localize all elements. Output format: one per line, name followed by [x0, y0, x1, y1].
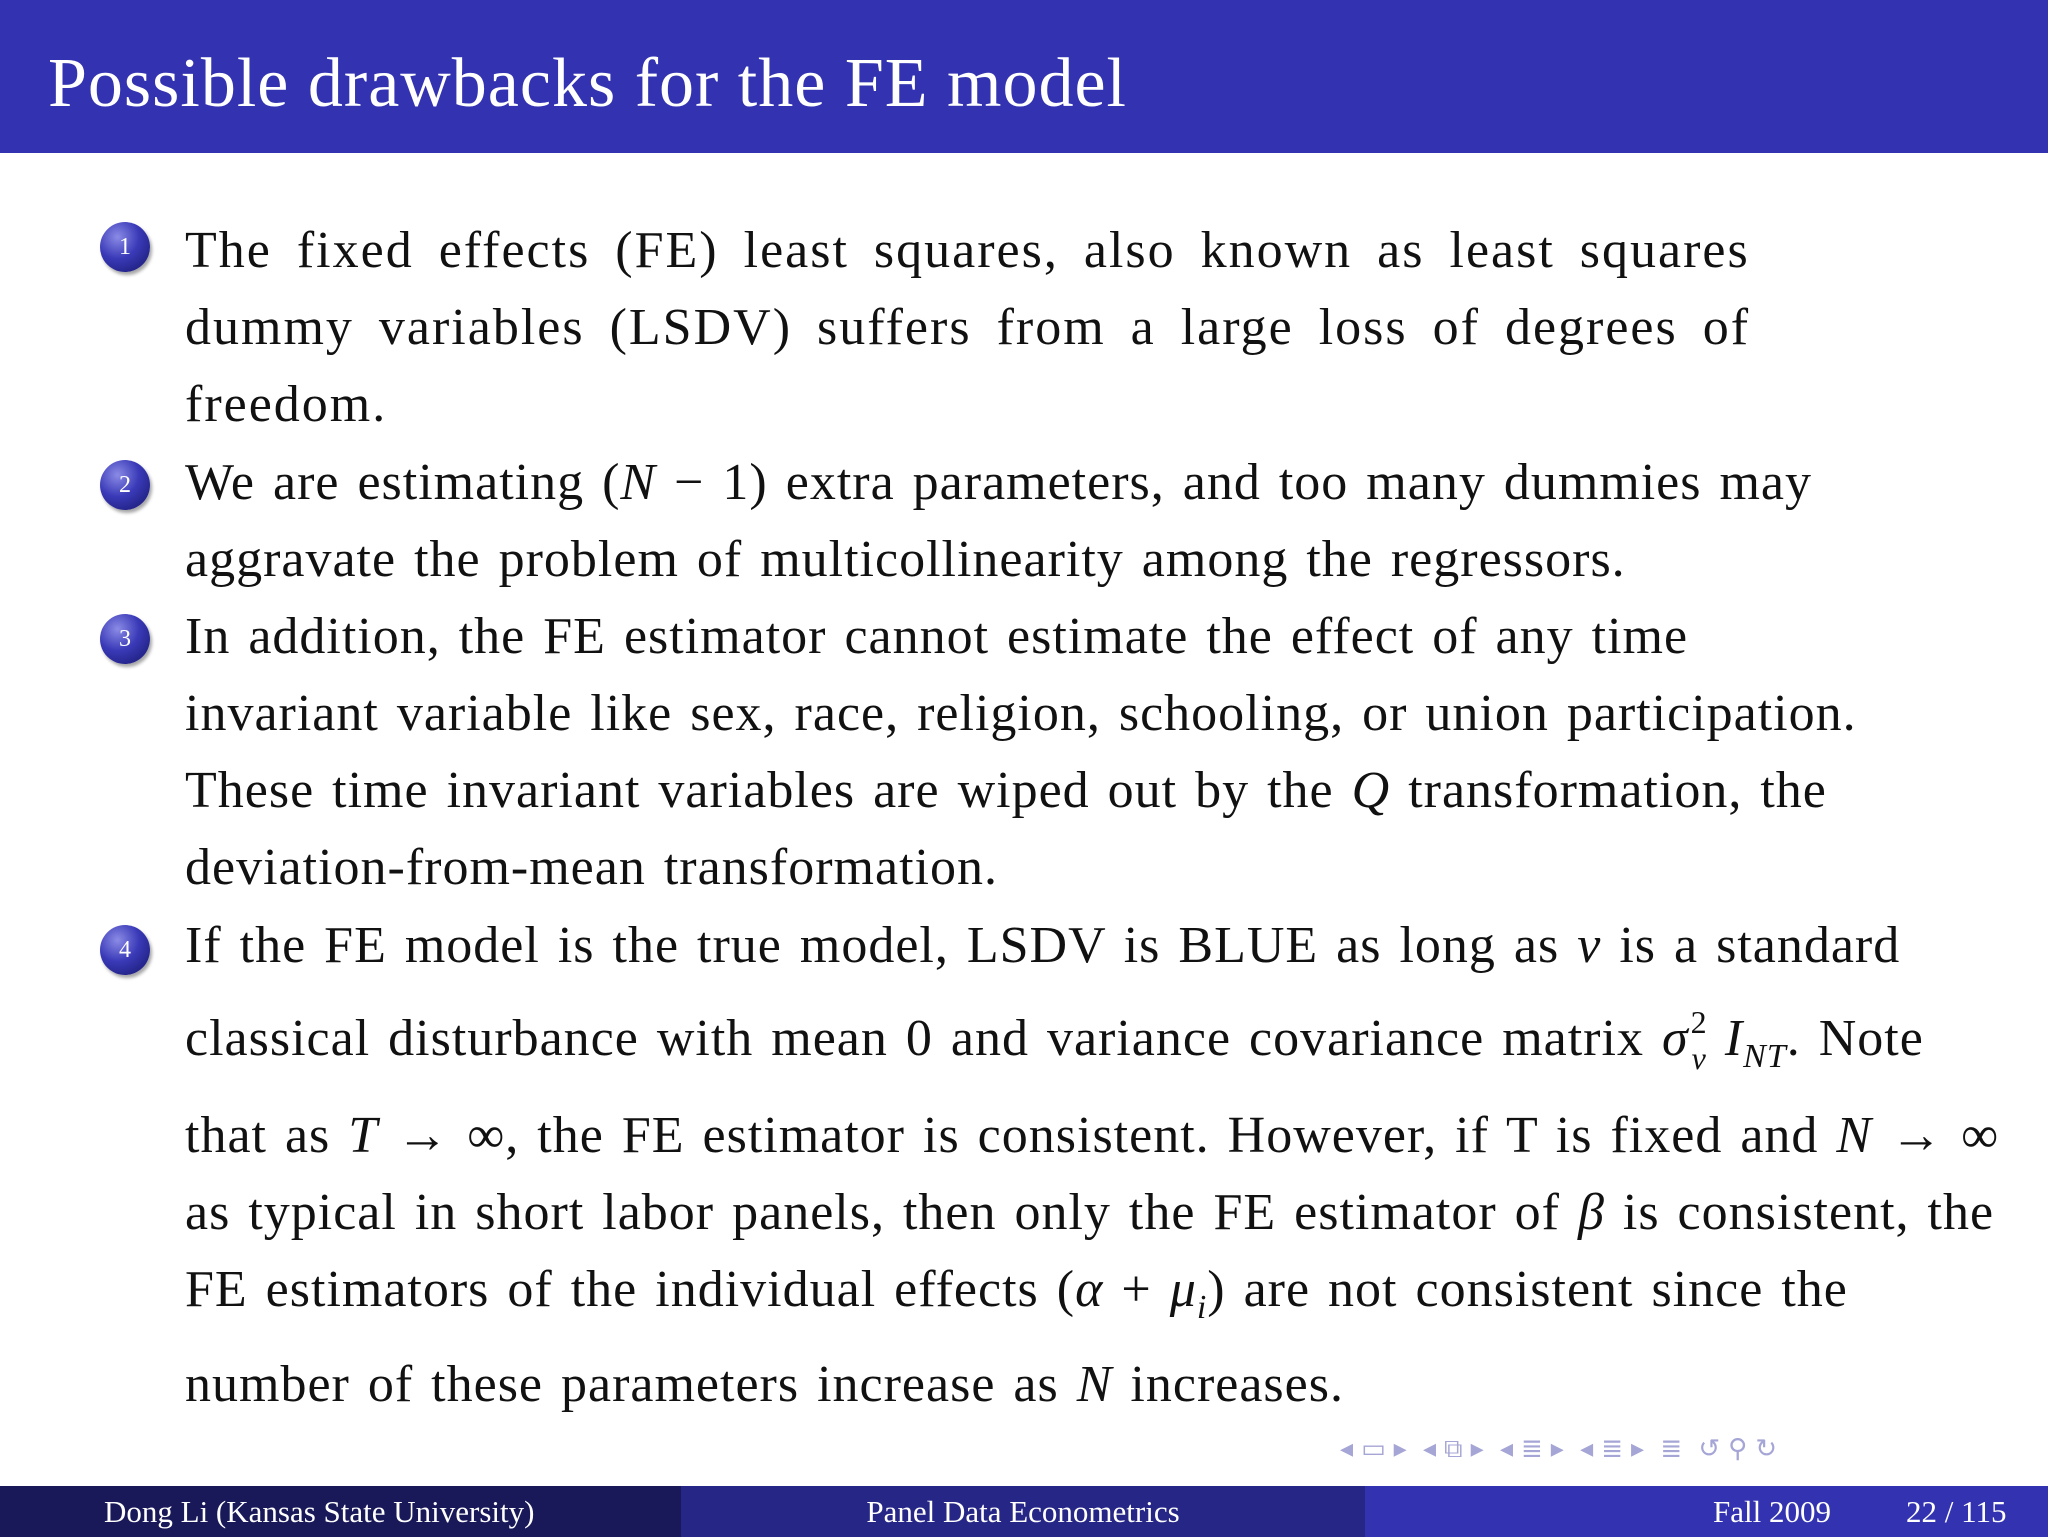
item-text: In addition, the FE estimator cannot estimate the effect of any time invariant variable like sex, race, religion, schooling, or union participation. These time invariant variables are wiped out by the Q transformation, the deviation-from-mean transformation.	[185, 608, 1857, 896]
redo-icon[interactable]: ↻	[1755, 1434, 1778, 1464]
footer-author-section	[0, 1486, 681, 1537]
search-icon[interactable]: ⚲	[1728, 1434, 1748, 1464]
item-number-badge: 1	[100, 222, 150, 272]
prev-section-icon[interactable]: ◂	[1499, 1434, 1513, 1464]
next-subsection-icon[interactable]: ▸	[1470, 1434, 1484, 1464]
math-var-q: Q	[1351, 762, 1391, 819]
item-number-badge: 3	[100, 614, 150, 664]
math-var-n: N	[620, 454, 657, 511]
next-section-icon-2[interactable]: ▸	[1630, 1434, 1645, 1464]
prev-section-icon-2[interactable]: ◂	[1580, 1434, 1594, 1464]
slide-title: Possible drawbacks for the FE model	[48, 45, 1127, 122]
footer	[0, 1486, 2048, 1537]
next-section-icon[interactable]: ▸	[1550, 1434, 1564, 1464]
item-text: If the FE model is the true model, LSDV is BLUE as long as v is a standard classical disturbance with mean 0 and variance covariance matrix $\sigma^2_v$ $I_{NT}$. Note that as T → ∞, the FE estimator is consistent. However, if T is fixed and N → ∞ as typical in short labor panels, then only the FE estimator of β is consistent, the FE estimators of the individual effects $(\alpha + \mu_i)$ are not consistent since the number of these parameters increase as N increases.	[185, 917, 2000, 1413]
beamer-navigation	[1340, 1434, 1785, 1474]
footer-course: Panel Data Econometrics	[866, 1494, 1180, 1529]
footer-author: Dong Li (Kansas State University)	[104, 1494, 535, 1529]
item-number-badge: 4	[100, 925, 150, 975]
outline-icon[interactable]: ≣	[1660, 1434, 1683, 1464]
footer-term: Fall 2009	[1713, 1494, 1831, 1529]
section-icon[interactable]: ≣	[1521, 1434, 1543, 1464]
prev-frame-icon[interactable]: ◂	[1340, 1434, 1354, 1464]
footer-course-section	[681, 1486, 1365, 1537]
subsection-icon[interactable]: ⧉	[1444, 1434, 1463, 1464]
footer-term-section	[1365, 1486, 2048, 1537]
item-text: The fixed effects (FE) least squares, also known as least squares dummy variables (LSDV) suffers from a large loss of degrees of freedom.	[185, 222, 1751, 433]
title-bar	[0, 0, 2048, 153]
item-text: We are estimating (N − 1) extra parameters, and too many dummies may aggravate the problem of multicollinearity among the regressors.	[185, 454, 1812, 588]
page-number: 22 / 115	[1906, 1494, 2007, 1529]
frame-icon[interactable]: ▭	[1361, 1434, 1386, 1464]
next-frame-icon[interactable]: ▸	[1393, 1434, 1407, 1464]
item-number-badge: 2	[100, 460, 150, 510]
prev-subsection-icon[interactable]: ◂	[1422, 1434, 1437, 1464]
undo-icon[interactable]: ↺	[1698, 1434, 1721, 1464]
section-list-icon[interactable]: ≣	[1601, 1434, 1623, 1464]
